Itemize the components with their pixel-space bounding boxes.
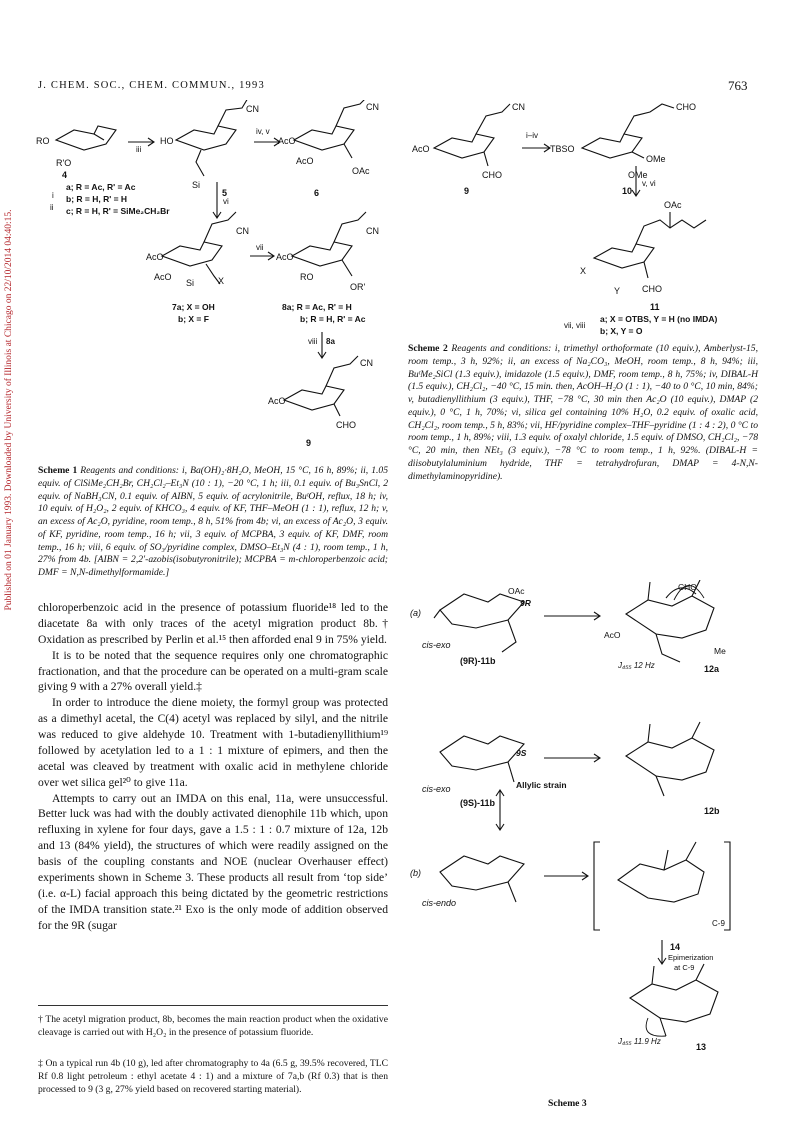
footnote-dagger: † The acetyl migration product, 8b, becomes the main reaction product when the oxidative cleavage is carried out with H₂O₂ in the presence of potassium fluoride. [38, 1014, 388, 1038]
svg-text:Si: Si [192, 180, 201, 190]
s3-coupling-12a: J₄₅₅ 12 Hz [618, 661, 655, 670]
s1-step-vi: vi [223, 197, 229, 206]
s3-compound-12a: 12a [704, 664, 720, 674]
s3-9r: 9R [520, 598, 531, 608]
svg-text:RO: RO [36, 136, 50, 146]
s1-label-4a: a; R = Ac, R' = Ac [66, 182, 136, 192]
running-head: J. CHEM. SOC., CHEM. COMMUN., 1993 [38, 80, 265, 91]
s1-step-i: i [52, 191, 54, 200]
s1-label-7b: b; X = F [178, 314, 209, 324]
svg-text:X: X [218, 276, 225, 286]
s3-cho-12a: CHO [678, 582, 697, 592]
scheme-1-caption [38, 465, 388, 580]
body-paragraph-2: It is to be noted that the sequence requires only one chromatographic fractionation, and that the procedure can be operated on a multi-gram scale giving 9 with a 27% overall yield.‡ [38, 648, 388, 694]
s3-part-a: (a) [410, 608, 421, 618]
s3-coupling-13: J₄₅₅ 11.9 Hz [618, 1037, 661, 1046]
s1-step-viii: viii [308, 337, 318, 346]
s1-step-ii: ii [50, 203, 54, 212]
svg-text:OAc: OAc [664, 200, 682, 210]
svg-text:X: X [580, 266, 587, 276]
s1-label-8b: b; R = H, R' = Ac [300, 314, 366, 324]
svg-text:CN: CN [246, 104, 259, 114]
s3-compound-14: 14 [670, 942, 681, 952]
svg-text:TBSO: TBSO [550, 144, 575, 154]
s3-oac-a: OAc [508, 586, 525, 596]
body-paragraph-1: chloroperbenzoic acid in the presence of potassium fluoride¹⁸ led to the diacetate 8a with only traces of the acetyl migration product 8b.† Oxidation as prescribed by Perlin et al.¹⁵ then afforded enal 9 in 75% yield. [38, 601, 388, 646]
s3-epimerization: Epimerization [668, 953, 714, 962]
s1-compound-6: 6 [314, 188, 320, 198]
svg-text:AcO: AcO [296, 156, 314, 166]
svg-text:OAc: OAc [352, 166, 370, 176]
s3-compound-12b: 12b [704, 806, 720, 816]
s1-step-iv-v: iv, v [256, 127, 270, 136]
footnote-rule [38, 1005, 388, 1006]
s1-compound-5: 5 [222, 188, 228, 198]
s3-compound-9r-11b: (9R)-11b [460, 656, 496, 666]
svg-text:CN: CN [236, 226, 249, 236]
s3-cis-exo-b: cis-exo [422, 784, 451, 794]
scheme-2-caption-text: Reagents and conditions: i, trimethyl orthoformate (10 equiv.), Amberlyst-15, room temp., 3 h, 92%; ii, an excess of Na₂CO₃, MeOH, room temp., 8 h, 94%; iii, BuᵗMe₂SiCl (1.3 equiv.), imidazole (1.5 equiv.), DMF, room temp., 8 h, 75%; iv, DIBAL-H (1.5 equiv.), CH₂Cl₂, −40 °C, 15 min. then, AcOH–H₂O (1 : 1), −40 to 0 °C, 10 min, 84%; v, butadienyllithium (3 equiv.), THF, −78 °C, 30 min then Ac₂O (10 equiv.), DMAP (2 equiv.), 0 °C, 1 h, 70%; vi, silica gel containing 10% H₂O, 0.2 equiv. of oxalic acid, CH₂Cl₂, room temp., 5 h, 83%; vii, HF/pyridine complex–THF–pyridine (1 : 4 : 2), 0 °C to room temp., 1 h, 89%; viii, 1.3 equiv. of oxalyl chloride, 1.5 equiv. of DMSO, CH₂Cl₂, −78 °C, 20 min, then NEt₃ (3 equiv.), −78 °C to room temp., 1 h, 92%. (DIBAL-H = diisobutylaluminium hydride, THF = tetrahydrofuran, DMAP = 4-N,N-dimethylaminopyridine). [408, 343, 758, 482]
svg-text:CHO: CHO [482, 170, 502, 180]
svg-text:OMe: OMe [628, 170, 648, 180]
svg-text:Y: Y [614, 286, 621, 296]
s2-label-11b: b; X, Y = O [600, 326, 643, 336]
scheme-3-drawing [404, 580, 758, 1050]
s3-cis-endo: cis-endo [422, 898, 457, 908]
s1-step-8a: 8a [326, 337, 335, 346]
svg-text:CN: CN [366, 226, 379, 236]
body-paragraph-3: In order to introduce the diene moiety, the formyl group was protected as a dimethyl acetal, the C(4) acetyl was replaced by silyl, and the nitrile was reduced to give aldehyde 10. Treatment with 1-butadienyllithium¹⁹ followed by acetylation led to a 1 : 1 mixture of epimers, and then the acetal was cleaved by treatment with oxalic acid in methylene chloride over wet silica gel²⁰ to give 11a. [38, 696, 388, 789]
s1-label-8a: 8a; R = Ac, R' = H [282, 302, 352, 312]
svg-text:CHO: CHO [642, 284, 662, 294]
scheme-2-caption-title: Scheme 2 [408, 343, 448, 354]
s2-step-v-vi: v, vi [642, 179, 656, 188]
s1-step-iii: iii [136, 145, 142, 154]
s1-compound-4: 4 [62, 170, 68, 180]
svg-text:AcO: AcO [412, 144, 430, 154]
s3-c9: C-9 [712, 919, 725, 928]
s2-step-vii-viii: vii, viii [564, 321, 586, 330]
svg-text:CN: CN [512, 102, 525, 112]
s3-aco-12a: AcO [604, 630, 621, 640]
scheme-1-drawing [36, 100, 392, 462]
s1-step-vii: vii [256, 243, 264, 252]
scheme-2-drawing [404, 96, 758, 340]
published-note[interactable]: Published on 01 January 1993. Downloaded by University of Illinois at Chicago on 22/10/2014 04:40:15. [4, 209, 14, 611]
scheme-1-caption-text: Reagents and conditions: i, Ba(OH)₂·8H₂O, MeOH, 15 °C, 16 h, 89%; ii, 1.05 equiv. of ClSiMe₂CH₂Br, CH₂Cl₂–Et₃N (10 : 1), −20 °C, 1 h; iii, 0.1 equiv. of Bu₃SnCl, 2 equiv. of NaBH₃CN, 0.1 equiv. of AIBN, 5 equiv. of acrylonitrile, BuᵗOH, reflux, 18 h; iv, 10 equiv. of H₂O₂, 2 equiv. of KHCO₃, 4 equiv. of KF, THF–MeOH (1 : 1), reflux, 12 h; v, an excess of Ac₂O, pyridine, room temp., 8 h, 51% from 4b; vi, an excess of Ac₂O, 3 equiv. of KF, pyridine, room temp., 16 h; vii, 3 equiv. of MCPBA, 3 equiv. of KF, DMF, room temp., 16 h; viii, 6 equiv. of SO₃/pyridine complex, DMSO–Et₃N (4 : 1), room temp., 1 h, 27% from 4b. [AIBN = 2,2′-azobis(isobutyronitrile); MCPBA = m-chloroperbenzoic acid; DMF = N,N-dimethylformamide.] [38, 465, 388, 578]
svg-text:AcO: AcO [276, 252, 294, 262]
svg-text:OMe: OMe [646, 154, 666, 164]
footnote-ddagger: ‡ On a typical run 4b (10 g), led after chromatography to 4a (6.5 g, 39.5% recovered, TLC Rf 0.8 light petroleum : ethyl acetate 4 : 1) and a mixture of 7a,b (Rf 0.3) that is then processed to 9 (3 g, 27% yield based on recovered starting material). [38, 1058, 388, 1095]
publication-sidebar [2, 150, 16, 670]
s3-allylic-strain: Allylic strain [516, 780, 567, 790]
body-paragraph-4: Attempts to carry out an IMDA on this enal, 11a, were unsuccessful. Better luck was had with the doubly activated dienophile 11b which, upon refluxing in xylene for four days, gave a 1.5 : 1 : 0.7 mixture of 12a, 12b and 13 (84% yield), the structures of which were readily assigned on the basis of the coupling constants and NOE (nuclear Overhauser effect) experiments shown in Scheme 3. These products all result from ‘top side’ (i.e. α-L) facial approach this being dictated by the geometric restrictions of the IMDA transition state.²¹ Exo is the only mode of addition observed for the 9R (sugar [38, 791, 388, 932]
svg-text:AcO: AcO [268, 396, 286, 406]
scheme-3-title: Scheme 3 [548, 1098, 587, 1109]
svg-text:AcO: AcO [154, 272, 172, 282]
s3-cis-exo-a: cis-exo [422, 640, 451, 650]
s3-9s: 9S [516, 748, 527, 758]
s2-step-i-iv: i–iv [526, 131, 539, 140]
svg-text:R'O: R'O [56, 158, 72, 168]
page-number: 763 [728, 78, 748, 93]
s2-compound-11: 11 [650, 302, 660, 312]
s2-compound-9: 9 [464, 186, 470, 196]
svg-text:CHO: CHO [336, 420, 356, 430]
svg-text:AcO: AcO [146, 252, 164, 262]
body-text [38, 600, 388, 933]
s1-label-4c: c; R = H, R' = SiMe₂CH₂Br [66, 206, 170, 216]
svg-text:RO: RO [300, 272, 314, 282]
svg-text:CN: CN [360, 358, 373, 368]
svg-text:CHO: CHO [676, 102, 696, 112]
s3-me-12a: Me [714, 646, 726, 656]
s1-label-4b: b; R = H, R' = H [66, 194, 128, 204]
svg-text:OR': OR' [350, 282, 366, 292]
s3-part-b: (b) [410, 868, 421, 878]
svg-text:AcO: AcO [278, 136, 296, 146]
scheme-1-caption-title: Scheme 1 [38, 465, 78, 476]
s1-label-7a: 7a; X = OH [172, 302, 215, 312]
s3-compound-13: 13 [696, 1042, 707, 1050]
s2-label-11a: a; X = OTBS, Y = H (no IMDA) [600, 314, 718, 324]
svg-text:Si: Si [186, 278, 195, 288]
s2-compound-10: 10 [622, 186, 633, 196]
s3-compound-9s-11b: (9S)-11b [460, 798, 496, 808]
s3-epimerization-site: at C-9 [674, 963, 695, 972]
s1-compound-9: 9 [306, 438, 312, 448]
svg-text:HO: HO [160, 136, 174, 146]
scheme-2-caption [408, 343, 758, 483]
svg-text:CN: CN [366, 102, 379, 112]
